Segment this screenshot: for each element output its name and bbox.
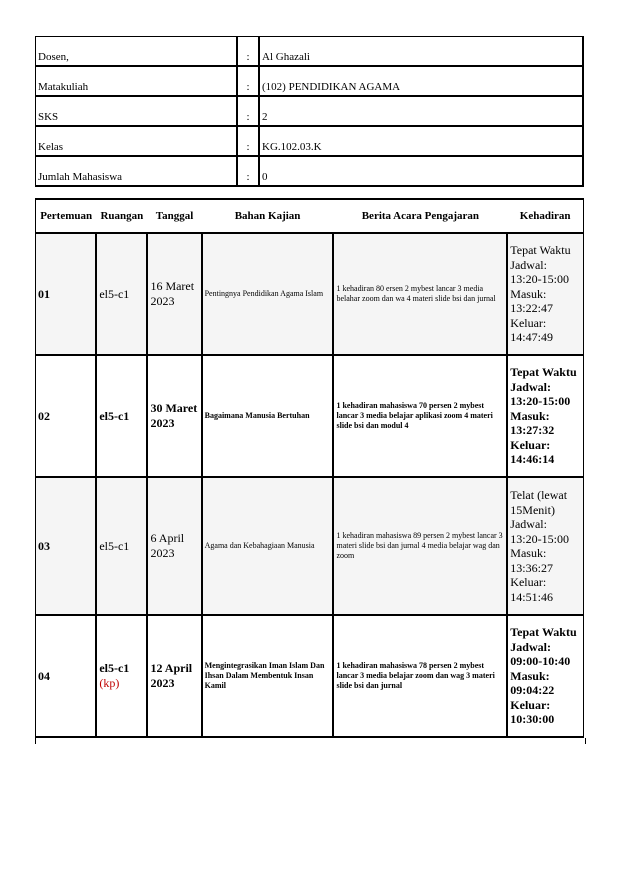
info-label: Dosen, (36, 37, 238, 67)
table-row (36, 233, 584, 355)
berita-acara-cell: 1 kehadiran mahasiswa 89 persen 2 mybest lancar 3 materi slide bsi dan jurnal 4 media belajar wag dan zoom (333, 477, 507, 615)
kehadiran-line: Masuk: (510, 286, 547, 301)
ruangan-text: el5-c1 (99, 286, 130, 301)
kehadiran-line: 09:04:22 (510, 683, 555, 698)
bahan-kajian-cell: Agama dan Kebahagiaan Manusia (202, 477, 334, 615)
ruangan-text: el5-c1 (99, 408, 130, 423)
info-label: Kelas (36, 126, 238, 156)
table-continuation (35, 738, 586, 744)
ruangan-text: el5-c1 (99, 661, 130, 675)
kehadiran-line: 13:22:47 (510, 301, 553, 316)
kehadiran-cell (507, 615, 583, 737)
info-separator: : (237, 66, 259, 96)
header-kehadiran: Kehadiran (507, 199, 583, 233)
berita-acara-cell: 1 kehadiran mahasiswa 70 persen 2 mybest lancar 3 media belajar aplikasi zoom 4 materi slide bsi dan modul 4 (333, 355, 507, 477)
berita-acara-cell: 1 kehadiran mahasiswa 78 persen 2 mybest lancar 3 media belajar zoom dan wag 3 materi slide bsi dan jurnal (333, 615, 507, 737)
kehadiran-line: Tepat Waktu (510, 625, 577, 640)
kehadiran-line: 13:27:32 (510, 423, 555, 438)
info-separator: : (237, 37, 259, 67)
header-berita-acara: Berita Acara Pengajaran (333, 199, 507, 233)
kehadiran-line: 09:00-10:40 (510, 654, 571, 669)
info-label: Matakuliah (36, 66, 238, 96)
bahan-kajian-cell: Bagaimana Manusia Bertuhan (202, 355, 334, 477)
kehadiran-line: Jadwal: (510, 639, 551, 654)
kehadiran-line: Keluar: (510, 575, 547, 589)
info-value: 0 (259, 156, 583, 186)
attendance-schedule-table (35, 198, 584, 738)
header-bahan-kajian: Bahan Kajian (202, 199, 334, 233)
lecture-info-table (35, 36, 584, 187)
info-row-sks (36, 96, 584, 126)
info-separator: : (237, 96, 259, 126)
ruangan-cell (96, 233, 147, 355)
table-row (36, 477, 584, 615)
table-row (36, 615, 584, 737)
kehadiran-line: 13:20-15:00 (510, 531, 569, 546)
ruangan-text: el5-c1 (99, 538, 130, 553)
kehadiran-line: 15Menit) (510, 502, 555, 517)
table-header-row (36, 199, 584, 233)
kehadiran-line: Masuk: (510, 668, 550, 683)
info-row-dosen (36, 37, 584, 67)
info-value: Al Ghazali (259, 37, 583, 67)
info-value: 2 (259, 96, 583, 126)
kehadiran-line: Masuk: (510, 408, 550, 423)
ruangan-cell (96, 355, 147, 477)
kehadiran-line: 14:51:46 (510, 589, 553, 604)
ruangan-cell (96, 615, 147, 737)
kehadiran-line: Keluar: (510, 697, 551, 712)
pertemuan-cell: 03 (36, 477, 97, 615)
kehadiran-line: Tepat Waktu (510, 243, 571, 258)
bahan-kajian-cell: Pentingnya Pendidikan Agama Islam (202, 233, 334, 355)
pertemuan-cell: 02 (36, 355, 97, 477)
tanggal-cell: 6 April 2023 (147, 477, 201, 615)
kehadiran-line: Tepat Waktu (510, 365, 577, 380)
info-row-jumlah-mahasiswa (36, 156, 584, 186)
pertemuan-cell: 04 (36, 615, 97, 737)
table-row (36, 355, 584, 477)
kehadiran-line: Jadwal: (510, 257, 547, 272)
kehadiran-line: Keluar: (510, 437, 551, 452)
kehadiran-cell (507, 233, 583, 355)
kehadiran-line: Jadwal: (510, 379, 551, 394)
ruangan-note: (kp) (99, 676, 120, 690)
kehadiran-line: Masuk: (510, 546, 547, 560)
ruangan-cell (96, 477, 147, 615)
kehadiran-line: 13:36:27 (510, 560, 553, 575)
tanggal-cell: 12 April 2023 (147, 615, 201, 737)
header-ruangan: Ruangan (96, 199, 147, 233)
kehadiran-line: Keluar: (510, 315, 547, 330)
kehadiran-line: 14:47:49 (510, 330, 553, 345)
info-label: SKS (36, 96, 238, 126)
kehadiran-line: 13:20-15:00 (510, 272, 569, 287)
kehadiran-line: 14:46:14 (510, 452, 555, 467)
info-separator: : (237, 126, 259, 156)
bahan-kajian-cell: Mengintegrasikan Iman Islam Dan Ihsan Dalam Membentuk Insan Kamil (202, 615, 334, 737)
kehadiran-cell (507, 477, 583, 615)
tanggal-cell: 30 Maret 2023 (147, 355, 201, 477)
info-separator: : (237, 156, 259, 186)
tanggal-cell: 16 Maret 2023 (147, 233, 201, 355)
pertemuan-cell: 01 (36, 233, 97, 355)
kehadiran-line: Telat (lewat (510, 488, 568, 502)
kehadiran-line: 13:20-15:00 (510, 394, 571, 409)
info-label: Jumlah Mahasiswa (36, 156, 238, 186)
kehadiran-line: Jadwal: (510, 517, 547, 531)
info-row-matakuliah (36, 66, 584, 96)
info-value: (102) PENDIDIKAN AGAMA (259, 66, 583, 96)
header-pertemuan: Pertemuan (36, 199, 97, 233)
info-row-kelas (36, 126, 584, 156)
kehadiran-line: 10:30:00 (510, 712, 555, 727)
kehadiran-cell (507, 355, 583, 477)
header-tanggal: Tanggal (147, 199, 201, 233)
berita-acara-cell: 1 kehadiran 80 ersen 2 mybest lancar 3 media belahar zoom dan wa 4 materi slide bsi dan jurnal (333, 233, 507, 355)
info-value: KG.102.03.K (259, 126, 583, 156)
